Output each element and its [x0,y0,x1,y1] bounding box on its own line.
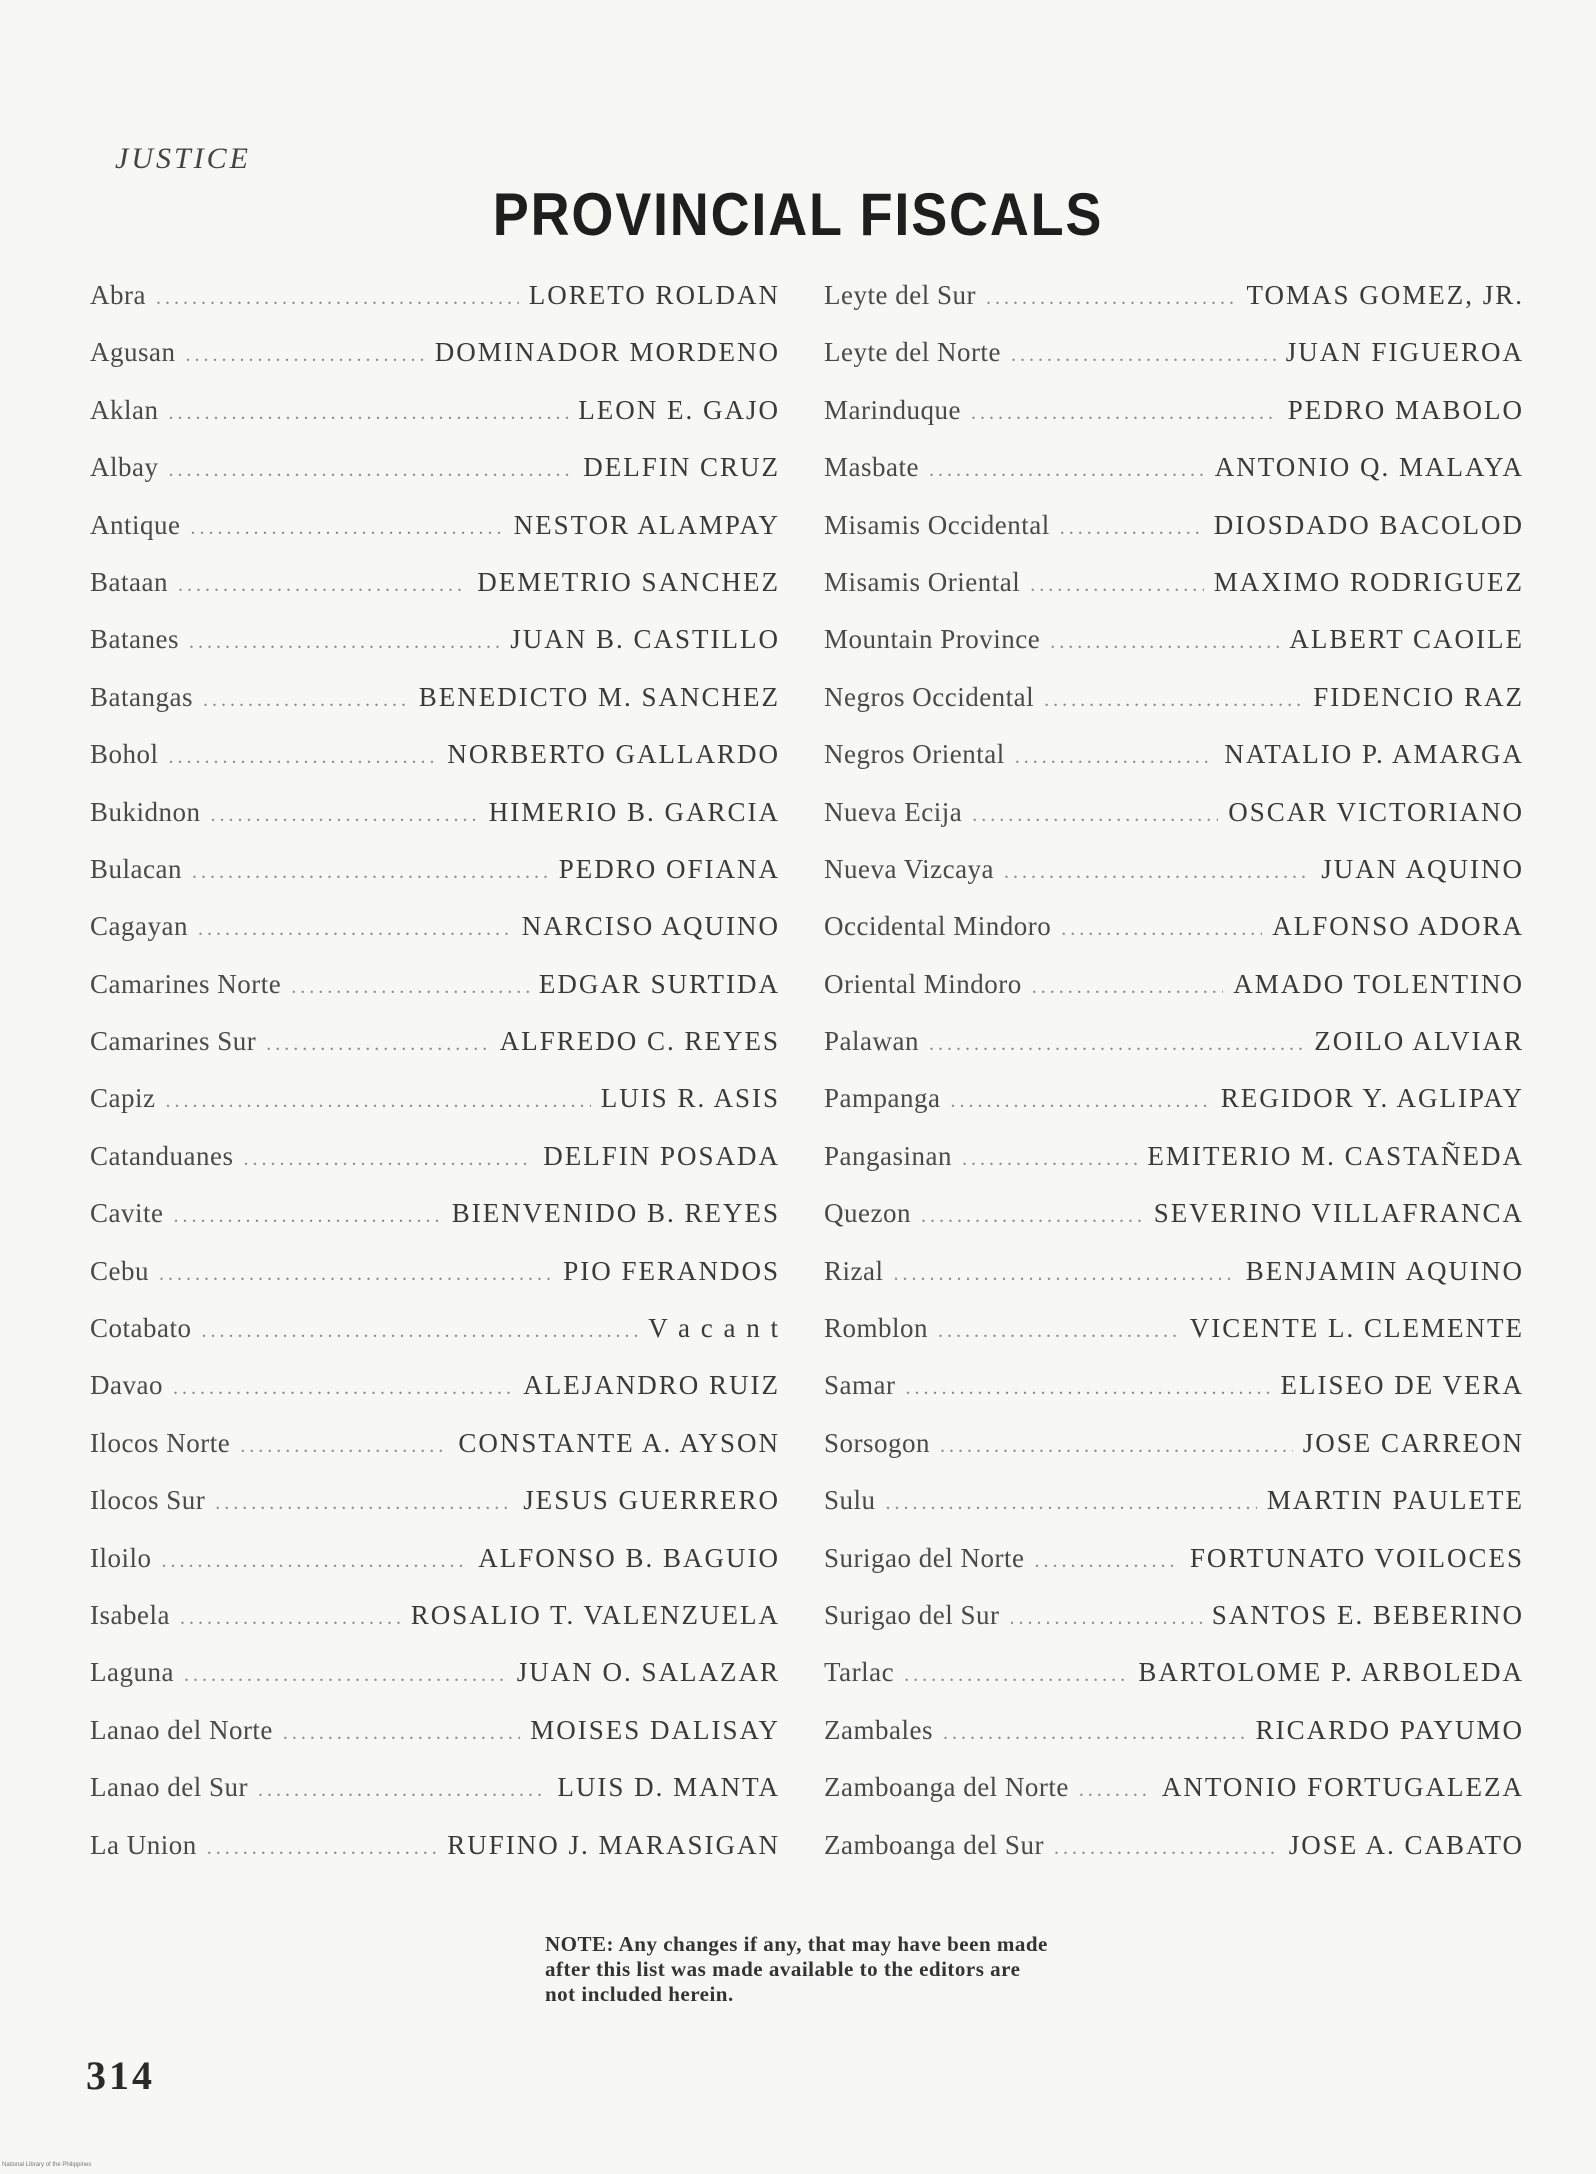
note-line-2: after this list was made available to the editors are [545,1957,1021,1981]
fiscal-name: LEON E. GAJO [578,394,780,425]
dot-leader [904,1664,1128,1687]
dot-leader [1004,861,1311,884]
province-name: Batangas [90,681,193,712]
fiscal-name: JUAN AQUINO [1321,853,1524,884]
list-item [90,682,780,739]
fiscal-name: JOSE CARREON [1302,1427,1524,1458]
province-name: Tarlac [824,1657,895,1688]
fiscal-name: MARTIN PAULETE [1266,1485,1524,1516]
dot-leader [291,976,529,999]
list-item [824,739,1524,796]
province-name: Abra [90,280,146,310]
list-item [90,797,780,854]
dot-leader [1010,1607,1202,1630]
list-item [90,1543,780,1600]
note-line-1: NOTE: Any changes if any, that may have been made [545,1932,1048,1956]
dot-leader [168,459,573,482]
list-item [824,1600,1524,1657]
footer-credit: National Library of the Philippines [2,2162,92,2168]
dot-leader [1050,631,1279,654]
dot-leader [192,861,549,884]
list-item [90,854,780,911]
list-item [90,1715,780,1772]
list-item [90,1313,780,1370]
list-item [90,395,780,452]
province-name: Bulacan [90,853,182,884]
fiscal-name: ALEJANDRO RUIZ [523,1370,780,1401]
fiscal-name: PEDRO OFIANA [558,853,780,884]
dot-leader [159,1263,553,1286]
dot-leader [191,517,504,540]
dot-leader [169,746,438,769]
fiscal-name: ALFONSO ADORA [1272,911,1524,942]
dot-leader [156,287,519,310]
dot-leader [180,1607,401,1630]
fiscal-name: ANTONIO FORTUGALEZA [1161,1772,1524,1803]
list-item [90,1657,780,1714]
province-name: Bohol [90,739,159,770]
list-item [824,1198,1524,1255]
province-name: Agusan [90,337,176,368]
fiscal-name: JUAN B. CASTILLO [510,624,780,655]
province-name: Leyte del Norte [824,337,1001,368]
list-item [90,1370,780,1427]
fiscal-name: SANTOS E. BEBERINO [1211,1599,1524,1630]
fiscal-name: JESUS GUERRERO [523,1485,780,1516]
fiscal-name: JOSE A. CABATO [1288,1829,1524,1860]
fiscal-name: BARTOLOME P. ARBOLEDA [1138,1657,1524,1688]
province-name: Aklan [90,394,159,425]
fiscal-name: LORETO ROLDAN [528,280,780,310]
dot-leader [189,631,500,654]
list-item [824,395,1524,452]
dot-leader [198,918,512,941]
province-name: Antique [90,509,181,540]
fiscal-name: BENEDICTO M. SANCHEZ [418,681,780,712]
note-line-3: not included herein. [545,1982,734,2006]
fiscal-name: HIMERIO B. GARCIA [488,796,780,827]
list-item [90,1830,780,1887]
fiscal-name: DOMINADOR MORDENO [434,337,780,368]
province-name: Palawan [824,1026,919,1057]
list-item [90,1772,780,1829]
province-name: Pangasinan [824,1140,952,1171]
province-name: Oriental Mindoro [824,968,1022,999]
province-name: Rizal [824,1255,884,1286]
list-item [90,969,780,1026]
dot-leader [258,1779,547,1802]
fiscal-name: RICARDO PAYUMO [1255,1714,1524,1745]
list-item [90,1198,780,1255]
province-name: La Union [90,1829,197,1860]
province-name: Zambales [824,1714,933,1745]
fiscal-name: DELFIN POSADA [543,1140,780,1171]
list-item [824,1485,1524,1542]
dot-leader [184,1664,507,1687]
dot-leader [1079,1779,1152,1802]
fiscal-name: LUIS R. ASIS [600,1083,780,1114]
province-name: Davao [90,1370,163,1401]
province-name: Romblon [824,1313,929,1344]
province-name: Cagayan [90,911,188,942]
province-name: Surigao del Norte [824,1542,1025,1573]
list-item [824,1543,1524,1600]
fiscal-name: BIENVENIDO B. REYES [451,1198,780,1229]
dot-leader [186,344,425,367]
list-item [824,1370,1524,1427]
dot-leader [962,1148,1137,1171]
dot-leader [921,1205,1144,1228]
dot-leader [1011,344,1276,367]
list-item [824,1141,1524,1198]
list-item [824,1830,1524,1887]
fiscal-name: LUIS D. MANTA [557,1772,780,1803]
fiscal-name: NATALIO P. AMARGA [1224,739,1524,770]
fiscal-name: ANTONIO Q. MALAYA [1214,452,1524,483]
dot-leader [893,1263,1235,1286]
list-item [90,280,780,337]
dot-leader [243,1148,533,1171]
fiscal-name: ELISEO DE VERA [1280,1370,1524,1401]
province-name: Mountain Province [824,624,1041,655]
fiscal-name: MAXIMO RODRIGUEZ [1213,566,1524,597]
list-item [90,1256,780,1313]
province-name: Batanes [90,624,179,655]
province-name: Pampanga [824,1083,941,1114]
province-name: Iloilo [90,1542,152,1573]
list-item [90,911,780,968]
dot-leader [1061,918,1262,941]
dot-leader [168,402,568,425]
fiscal-name: OSCAR VICTORIANO [1228,796,1524,827]
dot-leader [1030,574,1204,597]
list-item [90,1485,780,1542]
province-name: Capiz [90,1083,156,1114]
province-name: Isabela [90,1599,170,1630]
list-item [824,797,1524,854]
province-name: Sorsogon [824,1427,931,1458]
dot-leader [1032,976,1224,999]
dot-leader [1060,517,1204,540]
dot-leader [1015,746,1215,769]
dot-leader [203,689,409,712]
province-name: Quezon [824,1198,911,1229]
province-name: Nueva Vizcaya [824,853,995,884]
fiscal-name: TOMAS GOMEZ, JR. [1246,280,1524,310]
list-item [824,854,1524,911]
province-name: Ilocos Sur [90,1485,206,1516]
note [545,1932,1205,2007]
dot-leader [929,459,1205,482]
fiscal-name: DIOSDADO BACOLOD [1213,509,1524,540]
list-item [824,1428,1524,1485]
dot-leader [972,804,1218,827]
fiscal-name: ALFREDO C. REYES [499,1026,780,1057]
list-item [824,969,1524,1026]
dot-leader [929,1033,1304,1056]
dot-leader [165,1090,590,1113]
left-column [90,280,780,1887]
list-item [824,280,1524,337]
fiscal-name: EDGAR SURTIDA [538,968,780,999]
list-item [824,1313,1524,1370]
dot-leader [162,1550,469,1573]
list-item [824,1083,1524,1140]
dot-leader [201,1320,638,1343]
province-name: Zamboanga del Sur [824,1829,1044,1860]
dot-leader [938,1320,1180,1343]
right-column [824,280,1524,1887]
fiscal-name: VICENTE L. CLEMENTE [1189,1313,1524,1344]
list-item [824,624,1524,681]
list-item [90,567,780,624]
list-item [90,1083,780,1140]
fiscal-name: CONSTANTE A. AYSON [458,1427,780,1458]
dot-leader [215,1492,513,1515]
province-name: Lanao del Sur [90,1772,248,1803]
province-name: Negros Oriental [824,739,1005,770]
list-item [90,1600,780,1657]
province-name: Misamis Occidental [824,509,1050,540]
fiscal-name: PIO FERANDOS [563,1255,780,1286]
dot-leader [1044,689,1303,712]
province-name: Bataan [90,566,168,597]
fiscal-name: RUFINO J. MARASIGAN [447,1829,780,1860]
province-name: Camarines Norte [90,968,282,999]
province-name: Camarines Sur [90,1026,257,1057]
dot-leader [940,1435,1293,1458]
province-name: Surigao del Sur [824,1599,1000,1630]
dot-leader [178,574,467,597]
fiscal-name: NARCISO AQUINO [521,911,780,942]
province-name: Marinduque [824,394,961,425]
list-item [824,510,1524,567]
fiscal-name: DEMETRIO SANCHEZ [477,566,780,597]
province-name: Zamboanga del Norte [824,1772,1069,1803]
list-item [90,1428,780,1485]
province-name: Sulu [824,1485,876,1516]
province-name: Occidental Mindoro [824,911,1052,942]
fiscal-name: ALFONSO B. BAGUIO [478,1542,780,1573]
dot-leader [207,1837,437,1860]
list-item [90,337,780,394]
list-item [824,911,1524,968]
fiscal-name: ALBERT CAOILE [1289,624,1524,655]
list-item [90,1026,780,1083]
dot-leader [905,1377,1270,1400]
province-name: Ilocos Norte [90,1427,231,1458]
dot-leader [943,1722,1246,1745]
fiscal-name: NORBERTO GALLARDO [447,739,780,770]
fiscal-name: FORTUNATO VOILOCES [1189,1542,1524,1573]
dot-leader [1054,1837,1279,1860]
dot-leader [211,804,479,827]
list-item [824,682,1524,739]
list-item [90,624,780,681]
dot-leader [266,1033,489,1056]
fiscal-name: REGIDOR Y. AGLIPAY [1220,1083,1524,1114]
province-name: Albay [90,452,159,483]
list-item [824,1772,1524,1829]
list-item [90,452,780,509]
list-item [824,1657,1524,1714]
fiscal-name: MOISES DALISAY [530,1714,780,1745]
list-item [824,337,1524,394]
dot-leader [971,402,1278,425]
list-item [824,452,1524,509]
fiscal-name: SEVERINO VILLAFRANCA [1153,1198,1524,1229]
fiscal-name: DELFIN CRUZ [583,452,780,483]
list-item [824,567,1524,624]
dot-leader [240,1435,448,1458]
dot-leader [886,1492,1257,1515]
fiscal-name: NESTOR ALAMPAY [513,509,780,540]
province-name: Samar [824,1370,896,1401]
province-name: Cavite [90,1198,164,1229]
list-item [824,1715,1524,1772]
fiscal-name: ZOILO ALVIAR [1314,1026,1524,1057]
fiscal-name: V a c a n t [648,1313,780,1344]
section-label: JUSTICE [115,142,251,175]
province-name: Bukidnon [90,796,201,827]
fiscal-name: JUAN O. SALAZAR [516,1657,780,1688]
fiscal-name: PEDRO MABOLO [1287,394,1524,425]
province-name: Laguna [90,1657,174,1688]
list-item [90,739,780,796]
page-title: PROVINCIAL FISCALS [492,181,1104,248]
province-name: Masbate [824,452,919,483]
dot-leader [173,1205,441,1228]
province-name: Misamis Oriental [824,566,1021,597]
dot-leader [950,1090,1210,1113]
dot-leader [283,1722,520,1745]
province-name: Cebu [90,1255,149,1286]
province-name: Leyte del Sur [824,280,976,310]
fiscal-name: BENJAMIN AQUINO [1245,1255,1524,1286]
dot-leader [1034,1550,1179,1573]
fiscal-name: AMADO TOLENTINO [1233,968,1524,999]
province-name: Nueva Ecija [824,796,963,827]
dot-leader [986,287,1237,310]
list-item [90,510,780,567]
province-name: Catanduanes [90,1140,234,1171]
fiscal-name: FIDENCIO RAZ [1313,681,1524,712]
fiscal-name: JUAN FIGUEROA [1285,337,1524,368]
page-number: 314 [86,2053,155,2098]
province-name: Lanao del Norte [90,1714,273,1745]
fiscal-name: EMITERIO M. CASTAÑEDA [1147,1140,1524,1171]
list-item [90,1141,780,1198]
dot-leader [173,1377,513,1400]
list-item [824,1256,1524,1313]
fiscal-name: ROSALIO T. VALENZUELA [410,1599,780,1630]
province-name: Negros Occidental [824,681,1035,712]
list-item [824,1026,1524,1083]
province-name: Cotabato [90,1313,192,1344]
